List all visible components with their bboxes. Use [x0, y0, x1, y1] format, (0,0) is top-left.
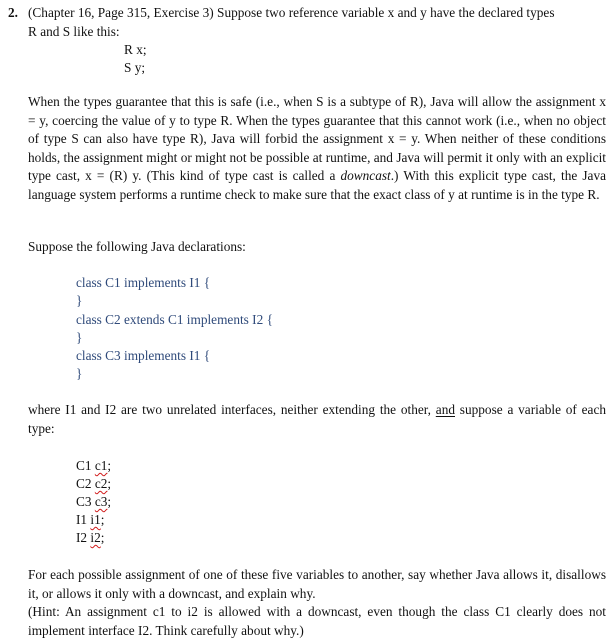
question-intro — [28, 4, 606, 41]
variable-type: I2 — [76, 530, 88, 545]
code-line-2: } — [76, 293, 83, 308]
task-text: For each possible assignment of one of these five variables to another, say whether Java allows it, disallows it, or allows it only with a downcast, and explain why. — [28, 567, 606, 601]
hint-text: (Hint: An assignment c1 to i2 is allowed with a downcast, even though the class C1 clearly does not implement interface I2. Think carefully about why.) — [28, 604, 606, 638]
variable-decl-i2 — [76, 529, 104, 548]
intro-line-1: (Chapter 16, Page 315, Exercise 3) Suppose two reference variable x and y have the declared types — [28, 5, 555, 20]
paragraph-3-part-2: suppose a variable of each type: — [28, 402, 606, 436]
variable-name: c2 — [94, 476, 108, 491]
underlined-and: and — [435, 402, 455, 417]
code-line-6: } — [76, 366, 83, 381]
code-line-1: class C1 implements I1 { — [76, 275, 211, 290]
paragraph-task — [28, 566, 606, 640]
code-line-5: class C3 implements I1 { — [76, 348, 211, 363]
paragraph-interfaces — [28, 401, 606, 438]
variable-name: i1 — [90, 512, 101, 527]
paragraph-1-part-2: .) With this explicit type cast, the Java language system performs a runtime check to make sure that the exact class of y at runtime is in the type R. — [28, 168, 607, 202]
code-line-4: } — [76, 330, 83, 345]
paragraph-1-part-1: When the types guarantee that this is safe (i.e., when S is a subtype of R), Java will allow the assignment x = y, coercing the value of y to type R. When the types guarantee that this cannot work (i.e., when no object of type S can also have type R), Java will forbid the assignment x = y. When neither of these conditions holds, the assignment might or might not be possible at runtime, and Java will permit it only with an explicit type cast, x = (R) y. (This kind of type cast is called a — [28, 94, 606, 183]
variable-name: i2 — [90, 530, 101, 545]
variable-type: C2 — [76, 476, 92, 491]
declaration-r-x: R x; — [124, 42, 147, 57]
variable-semicolon: ; — [107, 476, 112, 491]
intro-line-2: R and S like this: — [28, 23, 120, 39]
paragraph-declarations-intro: Suppose the following Java declarations: — [28, 239, 246, 254]
variable-name: c1 — [94, 458, 108, 473]
paragraph-3-part-1: where I1 and I2 are two unrelated interfaces, neither extending the other, — [28, 402, 436, 417]
declaration-s-y: S y; — [124, 60, 146, 75]
variable-decl-c3 — [76, 493, 111, 512]
variable-semicolon: ; — [107, 494, 112, 509]
variable-type: I1 — [76, 512, 88, 527]
downcast-term: downcast — [340, 168, 391, 183]
variable-type: C3 — [76, 494, 92, 509]
variable-name: c3 — [94, 494, 108, 509]
variable-decl-i1 — [76, 511, 104, 530]
variable-decl-c1 — [76, 457, 111, 476]
variable-semicolon: ; — [107, 458, 112, 473]
code-line-3: class C2 extends C1 implements I2 { — [76, 312, 273, 327]
paragraph-assignment-rules — [28, 93, 606, 204]
variable-decl-c2 — [76, 475, 111, 494]
variable-semicolon: ; — [100, 512, 105, 527]
variable-semicolon: ; — [100, 530, 105, 545]
variable-type: C1 — [76, 458, 92, 473]
question-number: 2. — [8, 5, 18, 20]
